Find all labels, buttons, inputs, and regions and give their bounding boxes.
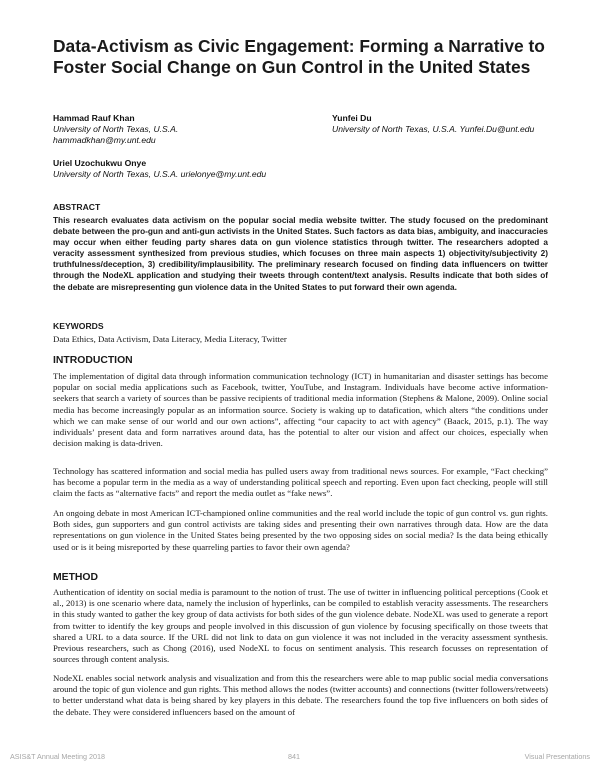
- footer-page-number: 841: [288, 752, 300, 761]
- author-block: [332, 113, 572, 135]
- author-affiliation: University of North Texas, U.S.A. Yunfei.Du@unt.edu: [332, 124, 535, 134]
- footer-conference: ASIS&T Annual Meeting 2018: [10, 752, 105, 761]
- author-name: Yunfei Du: [332, 113, 372, 123]
- method-paragraph: Authentication of identity on social media is paramount to the notion of trust. The use of twitter in influencing political perceptions (Cook et al., 2013) is one scenario where data, namely the inclusion of hyperlinks, can be compiled to establish veracity assessments. The researchers in this study wanted to gather the key group of data activists for both sides of the gun violence debate. NodeXL was used to generate a report from twitter to identify the key groups and people involved in this discussion of gun violence by focusing specifically on those tweets that shared a URL to a data source. If the URL did not link to data on gun violence it was not included in the veracity assessment synthesis. Previous researchers, such as Chong (2016), used NodeXL to focus on sentiment analysis. This research focusses on representation of sources through content analysis.: [53, 587, 548, 665]
- introduction-paragraph: An ongoing debate in most American ICT-championed online communities and the real world include the topic of gun control vs. gun rights. Both sides, gun supporters and gun control activists are taking sides and presenting their own narratives through data. How are the data representations on gun violence in the United States being presented by the two opposing sides on social media? Is the data being ethically used or is it being misreported by these quarreling parties to favor their own agenda?: [53, 508, 548, 552]
- author-name: Hammad Rauf Khan: [53, 113, 135, 123]
- keywords-heading: KEYWORDS: [53, 321, 104, 331]
- author-affiliation: University of North Texas, U.S.A. urielonye@my.unt.edu: [53, 169, 267, 179]
- author-block: [53, 113, 303, 146]
- keywords-text: Data Ethics, Data Activism, Data Literacy, Media Literacy, Twitter: [53, 334, 287, 344]
- introduction-heading: INTRODUCTION: [53, 355, 133, 366]
- paper-title: Data-Activism as Civic Engagement: Forming a Narrative to Foster Social Change on Gun Control in the United States: [53, 36, 545, 77]
- author-email[interactable]: hammadkhan@my.unt.edu: [53, 135, 156, 145]
- introduction-paragraph: Technology has scattered information and social media has pulled users away from traditional news sources. For example, “Fact checking” has become a popular term in the media as a way of understanding political speech and reporting. Even upon fact checking, people will still claim the facts as “alternative facts” and report the media outlet as “fake news”.: [53, 466, 548, 499]
- method-heading: METHOD: [53, 572, 99, 583]
- footer-section: Visual Presentations: [524, 752, 590, 761]
- introduction-paragraph: The implementation of digital data through information communication technology (ICT) in humanitarian and disaster settings has become popular on social media applications such as Facebook, twitter, YouTube, and Instagram. Individuals have become active information-seekers that search a variety of sources than be passive recipients of traditional media information (Stephens & Malone, 2009). Online social media has become increasingly popular as an information source. Society is waking up to datafication, which alters “the conditions under which we can make sense of our world and our own actions”, affecting “our capacity to act with agency” (Baack, 2015, p.1). The way individuals’ present data and form narratives around data, has the potential to alter our vision and affect our choices, especially when decision making is data-driven.: [53, 371, 548, 449]
- author-affiliation: University of North Texas, U.S.A.: [53, 124, 179, 134]
- method-paragraph: NodeXL enables social network analysis and visualization and from this the researchers were able to map public social media conversations around the topic of gun violence and gun rights. This method allows the nodes (twitter accounts) and connections (twitter followers/retweets) to better understand what data is being shared by key players in this debate. The researchers found the top five influencers on both sides of the debate. They were considered influencers based on the amount of: [53, 673, 548, 717]
- author-name: Uriel Uzochukwu Onye: [53, 158, 147, 168]
- author-block: [53, 158, 353, 180]
- abstract-heading: ABSTRACT: [53, 202, 101, 212]
- abstract-text: This research evaluates data activism on the popular social media website twitter. The study focused on the predominant debate between the pro-gun and anti-gun activists in the United States. Such factors as data bias, ambiguity, and inaccuracies may occur when either feuding party shares data on gun violence statistics through twitter. The researchers adopted a veracity assessment synthesized from previous studies, which focuses on three main aspects 1) objectivity/subjectivity 2) truthfulness/deception, 3) credibility/implausibility. The preliminary research focused on finding data influencers on twitter through the NodeXL application and studying their tweets through content/text analysis. Results indicate that both sides of the debate are misrepresenting gun violence data in the United States to put forward their own agenda.: [53, 216, 548, 292]
